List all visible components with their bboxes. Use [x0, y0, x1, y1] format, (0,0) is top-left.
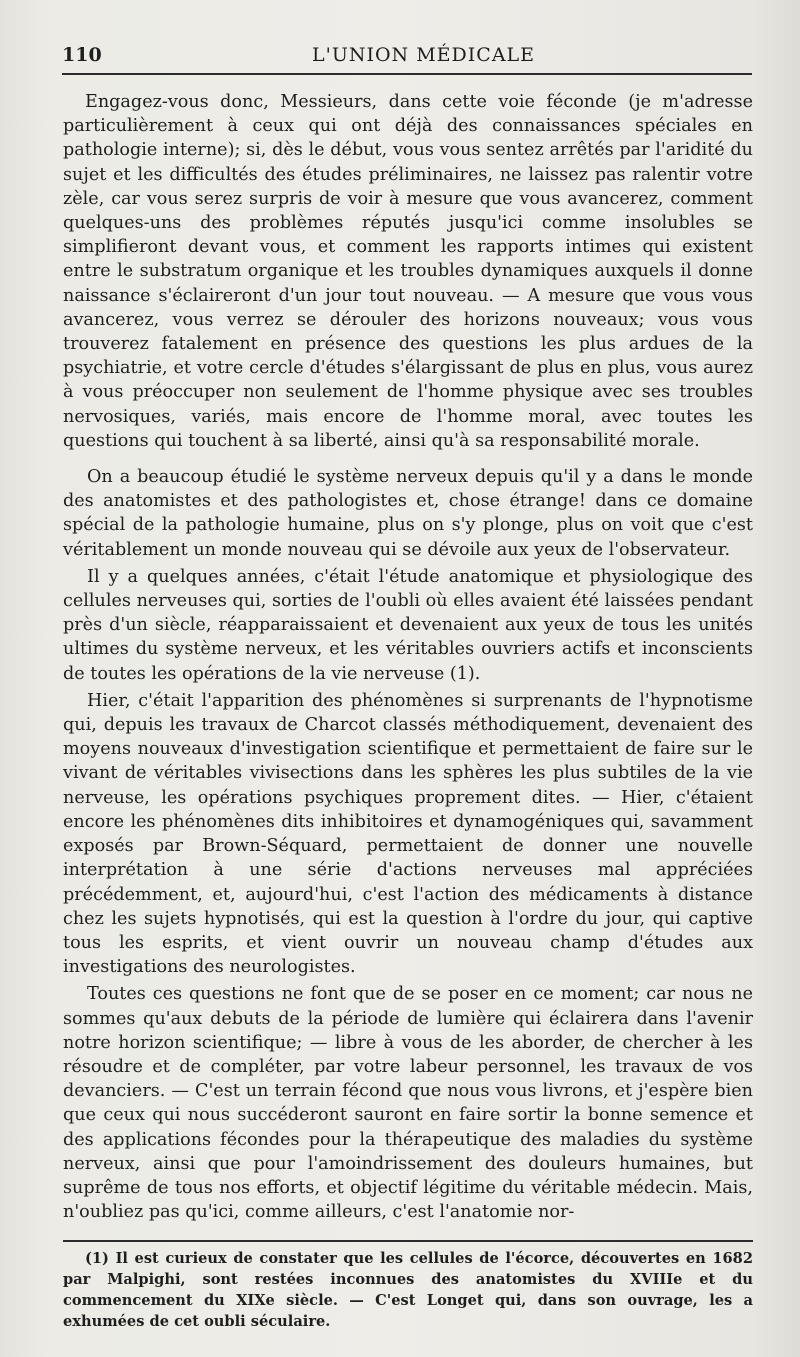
main-text: [63, 90, 753, 1332]
header-rule: [62, 73, 752, 75]
page-header: [62, 44, 752, 74]
paragraph: Toutes ces questions ne font que de se poser en ce moment; car nous ne sommes qu'aux debuts de la période de lumière qui éclairera dans l'avenir notre horizon scientifique; — libre à vous de les aborder, de chercher à les résoudre et de compléter, par votre labeur personnel, les travaux de vos devanciers. — C'est un terrain fécond que nous vous livrons, et j'espère bien que ceux qui nous succéderont sauront en faire sortir la bonne semence et des applications fécondes pour la thérapeutique des maladies du système nerveux, ainsi que pour l'amoindrissement des douleurs humaines, but suprême de tous nos efforts, et objectif légitime du véritable médecin. Mais, n'oubliez pas qu'ici, comme ailleurs, c'est l'anatomie nor-: [63, 984, 753, 1223]
paragraph: Hier, c'était l'apparition des phénomènes si surprenants de l'hypnotisme qui, depuis les travaux de Charcot classés méthodiquement, devenaient des moyens nouveaux d'investigation scientifique et permettaient de faire sur le vivant de véritables vivisections dans les sphères les plus subtiles de la vie nerveuse, les opérations psychiques proprement dites. — Hier, c'étaient encore les phénomènes dits inhibitoires et dynamogéniques qui, savamment exposés par Brown-Séquard, permettaient de donner une nouvelle interprétation à une série d'actions nerveuses mal appréciées précédemment, et, aujourd'hui, c'est l'action des médicaments à distance chez les sujets hypnotisés, qui est la question à l'ordre du jour, qui captive tous les esprits, et vient ouvrir un nouveau champ d'études aux investigations des neurologistes.: [63, 690, 753, 978]
running-title: L'UNION MÉDICALE: [312, 44, 536, 66]
paragraph: Il y a quelques années, c'était l'étude anatomique et physiologique des cellules nerveuses qui, sorties de l'oubli où elles avaient été laissées pendant près d'un siècle, réapparaissaient et devenaient aux yeux de tous les unités ultimes du système nerveux, et les véritables ouvriers actifs et inconscients de toutes les opérations de la vie nerveuse (1).: [63, 566, 753, 684]
footnote: (1) Il est curieux de constater que les cellules de l'écorce, découvertes en 1682 par Malpighi, sont restées inconnues des anatomistes du XVIIIe et du commencement du XIXe siècle. — C'est Longet qui, dans son ouvrage, les a exhumées de cet oubli séculaire.: [63, 1250, 753, 1331]
paragraph: On a beaucoup étudié le système nerveux depuis qu'il y a dans le monde des anatomistes et des pathologistes et, chose étrange! dans ce domaine spécial de la pathologie humaine, plus on s'y plonge, plus on voit que c'est véritablement un monde nouveau qui se dévoile aux yeux de l'observateur.: [63, 467, 753, 560]
paragraph: Engagez-vous donc, Messieurs, dans cette voie féconde (je m'adresse particulièrement à ceux qui ont déjà des connaissances spéciales en pathologie interne); si, dès le début, vous vous sentez arrêtés par l'aridité du sujet et les difficultés des études préliminaires, ne laissez pas ralentir votre zèle, car vous serez surpris de voir à mesure que vous avancerez, comment quelques-uns des problèmes réputés jusqu'ici comme insolubles se simplifieront devant vous, et comment les rapports intimes qui existent entre le substratum organique et les troubles dynamiques auxquels il donne naissance s'éclaireront d'un jour tout nouveau. — A mesure que vous vous avancerez, vous verrez se dérouler des horizons nouveaux; vous vous trouverez fatalement en présence des questions les plus ardues de la psychiatrie, et votre cercle d'études s'élargissant de plus en plus, vous aurez à vous préoccuper non seulement de l'homme physique avec ses troubles nervosiques, variés, mais encore de l'homme moral, avec toutes les questions qui touchent à sa liberté, ainsi qu'à sa responsabilité morale.: [63, 92, 753, 451]
footnote-rule: [63, 1240, 753, 1242]
page-number: 110: [62, 44, 102, 66]
